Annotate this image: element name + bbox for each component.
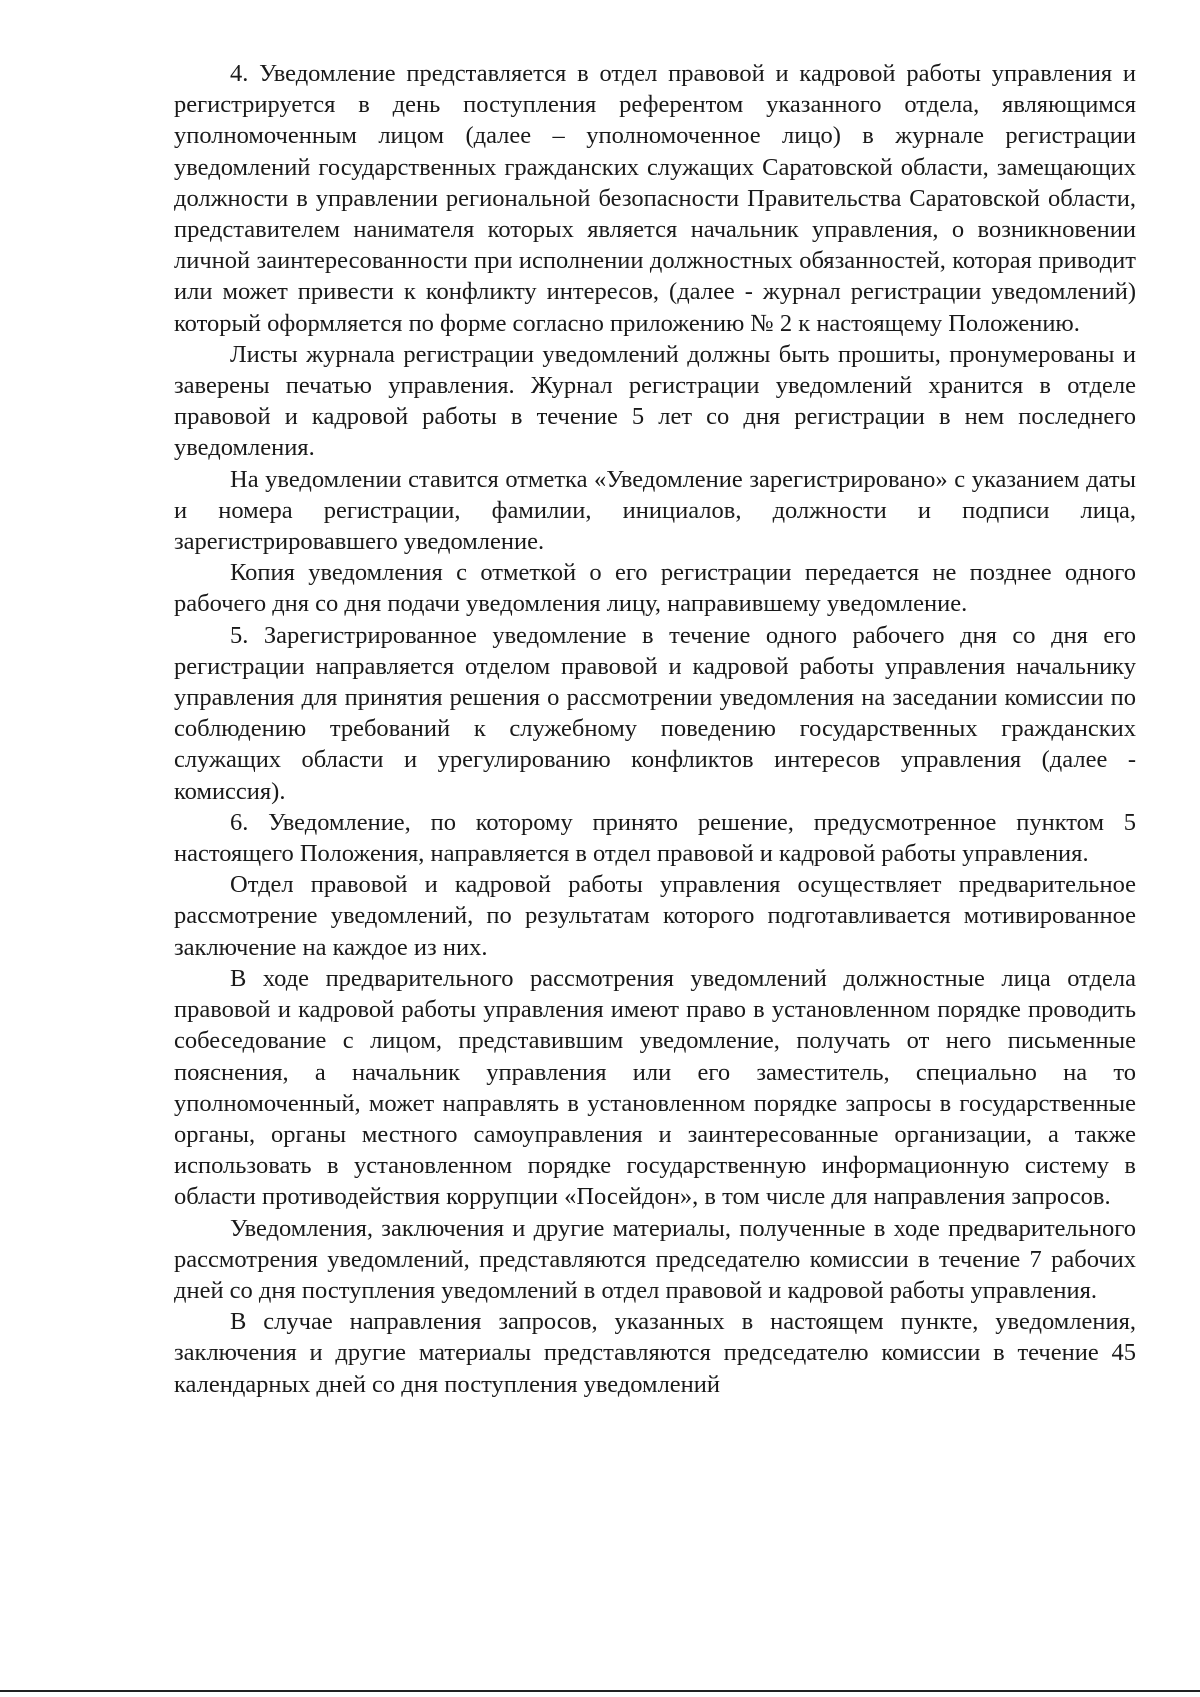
paragraph-materials-submission: Уведомления, заключения и другие материалы, полученные в ходе предварительного рассмотрения уведомлений, представляются председателю комиссии в течение 7 рабочих дней со дня поступления уведомлений в отдел правовой и кадровой работы управления. xyxy=(174,1214,1136,1304)
paragraph-preliminary-review: Отдел правовой и кадровой работы управления осуществляет предварительное рассмотрение уведомлений, по результатам которого подготавливается мотивированное заключение на каждое из них. xyxy=(174,871,1136,961)
paragraph-registration-mark: На уведомлении ставится отметка «Уведомление зарегистрировано» с указанием даты и номера регистрации, фамилии, инициалов, должности и подписи лица, зарегистрировавшего уведомление. xyxy=(174,465,1136,556)
page-bottom-rule xyxy=(0,1690,1200,1692)
paragraph-item-5-registered-notice: 5. Зарегистрированное уведомление в течение одного рабочего дня со дня его регистрации направляется отделом правовой и кадровой работы управления начальнику управления для принятия решения о рассмотрении уведомления на заседании комиссии по соблюдению требований к служебному поведению государственных гражданских служащих области и урегулированию конфликтов интересов управления (далее - комиссия). xyxy=(174,621,1136,805)
paragraph-item-6-notice-decision: 6. Уведомление, по которому принято решение, предусмотренное пунктом 5 настоящего Положения, направляется в отдел правовой и кадровой работы управления. xyxy=(174,808,1136,868)
paragraph-notice-copy: Копия уведомления с отметкой о его регистрации передается не позднее одного рабочего дня со дня подачи уведомления лицу, направившему уведомление. xyxy=(174,559,1136,618)
paragraph-journal-sheets: Листы журнала регистрации уведомлений должны быть прошиты, пронумерованы и заверены печатью управления. Журнал регистрации уведомлений хранится в отделе правовой и кадровой работы в течение 5 лет со дня регистрации в нем последнего уведомления. xyxy=(174,340,1136,462)
paragraph-item-4-registration: 4. Уведомление представляется в отдел правовой и кадровой работы управления и регистрируется в день поступления референтом указанного отдела, являющимся уполномоченным лицом (далее – уполномоченное лицо) в журнале регистрации уведомлений государственных гражданских служащих Саратовской области, замещающих должности в управлении региональной безопасности Правительства Саратовской области, представителем нанимателя которых является начальник управления, о возникновении личной заинтересованности при исполнении должностных обязанностей, которая приводит или может привести к конфликту интересов, (далее - журнал регистрации уведомлений) который оформляется по форме согласно приложению № 2 к настоящему Положению. xyxy=(174,60,1136,337)
document-body xyxy=(174,58,1136,1400)
paragraph-review-rights: В ходе предварительного рассмотрения уведомлений должностные лица отдела правовой и кадровой работы управления имеют право в установленном порядке проводить собеседование с лицом, представившим уведомление, получать от него письменные пояснения, а начальник управления или его заместитель, специально на то уполномоченный, может направлять в установленном порядке запросы в государственные органы, органы местного самоуправления и заинтересованные организации, а также использовать в установленном порядке государственную информационную систему в области противодействия коррупции «Посейдон», в том числе для направления запросов. xyxy=(174,964,1136,1211)
paragraph-requests-case: В случае направления запросов, указанных в настоящем пункте, уведомления, заключения и другие материалы представляются председателю комиссии в течение 45 календарных дней со дня поступления уведомлений xyxy=(174,1308,1136,1398)
